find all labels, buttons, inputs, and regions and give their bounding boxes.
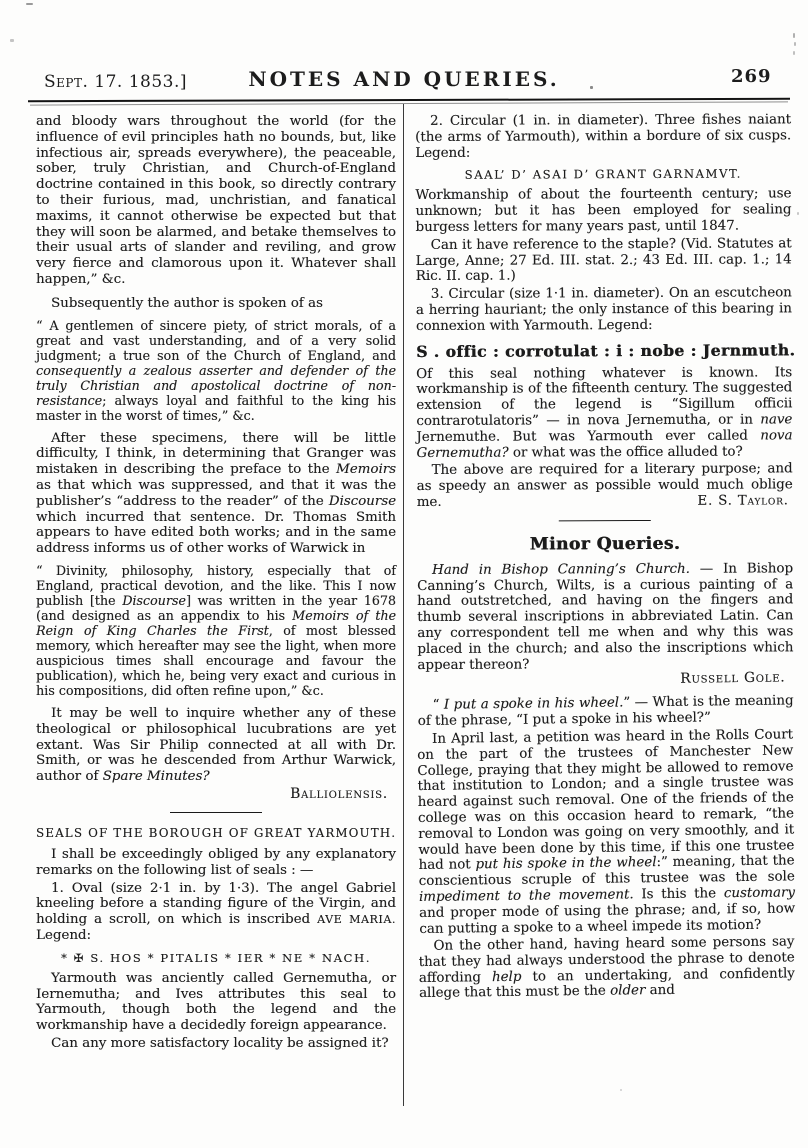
paragraph (416, 286, 792, 335)
scan-artifact (620, 1089, 622, 1091)
italic-text-segment: Memoirs of the Reign of King Charles the First (36, 607, 397, 638)
section-divider-rule (559, 520, 651, 521)
text-segment: Can it have reference to the staple? (Vid. Statutes at Large, Anne; 27 Ed. III. stat. 2.; 43 Ed. III. cap. 1.; 14 Ric. II. cap. 1.) (415, 236, 792, 285)
text-segment: to an undertaking, and confidently allege that this must be the (418, 966, 795, 1002)
italic-text-segment: Spare Minutes? (102, 769, 210, 785)
scan-artifact (10, 39, 14, 42)
text-segment: SAAL’ D’ ASAI D’ GRANT GARNAMVT. (464, 166, 742, 183)
text-segment: ; always loyal and faithful to the king his master in the worst of times,” &c. (36, 392, 396, 423)
paragraph (417, 561, 793, 673)
text-segment: Russell Gole. (680, 669, 786, 688)
text-segment: The above are required for a literary purpose; and as speedy an answer as possible would much oblige me. (416, 461, 793, 510)
italic-text-segment: consequently a zealous asserter and defender of the truly Christian and apostolical doctrine of non-resistance (36, 362, 396, 408)
text-segment: Of this seal nothing whatever is known. Its workmanship is of the fifteenth century. The suggested extension of the legend is “Sigillum officii contrarotulatoris” — in nova Jernemutha, or in (416, 364, 793, 429)
text-segment: and proper mode of using the phrase; and, if so, how can putting a spoke to a wheel impede its motion? (419, 901, 796, 937)
text-segment: Yarmouth was anciently called Gernemutha, or Iernemutha; and Ives attributes this seal to Yarmouth, though both the legend and the workmanship have a decidedly foreign appearance. (36, 970, 396, 1034)
italic-text-segment: I put a spoke in his wheel. (443, 695, 624, 713)
scan-artifact (797, 212, 799, 215)
text-segment: S . offic : corrotulat : i : nobe : Jernmuth. (416, 339, 796, 361)
paragraph (416, 365, 792, 461)
left-column (36, 112, 396, 1052)
text-segment: It may be well to inquire whether any of these theological or philosophical lucubrations are yet extant. Was Sir Philip connected at all with Dr. Smith, or was he descended from Arthur Warwick, author of (36, 705, 396, 785)
italic-text-segment: Hand in Bishop Canning’s Church. (431, 561, 690, 578)
text-segment: and bloody wars throughout the world (for the influence of evil principles hath no bounds, but, like infectious air, spreads everywhere), the peaceable, sober, truly Christian, and Church-of-England doctrine contained in this book, so directly contrary to their furious, mad, unchristian, and fanatical maxims, it cannot otherwise be expected but that they will soon be alarmed, and betake themselves to their usual arts of slander and reviling, and grow very fierce and clamorous upon it. Whatever shall happen,” &c. (36, 114, 396, 287)
paragraph (416, 236, 792, 285)
scan-artifact (26, 3, 33, 5)
italic-text-segment: nova Gernemutha? (416, 428, 793, 461)
text-segment: 1. Oval (size 2·1 in. by 1·3). The angel Gabriel kneeling before a standing figure of the Virgin, and holding a scroll, on which is inscribed (36, 880, 396, 928)
text-segment: After these specimens, there will be little difficulty, I think, in determining that Granger was mistaken in describing the preface to the (36, 430, 396, 478)
paragraph (36, 971, 396, 1034)
paragraph (417, 694, 793, 730)
text-segment: as that which was suppressed, and that it was the publisher’s “address to the reader” of the (36, 477, 396, 509)
signature: E. S. Taylor. (697, 493, 789, 509)
section-heading (36, 826, 396, 840)
paragraph (417, 727, 795, 937)
text-segment: , of most blessed memory, which hereafter may see the light, when more auspicious times shall encourage and favour the publication), which he, being very exact and curious in his compositions, did often refine upon,” &c. (36, 622, 396, 698)
text-segment: 3. Circular (size 1·1 in. diameter). On an escutcheon a herring hauriant; the only instance of this bearing in connexion with Yarmouth. Legend: (415, 285, 792, 334)
journal-title: NOTES AND QUERIES. (248, 67, 560, 91)
italic-text-segment: Discourse (122, 592, 186, 608)
text-segment: Jernemuthe. But was Yarmouth ever called (416, 428, 761, 445)
scan-artifact (793, 33, 795, 38)
text-segment: Balliolensis. (290, 785, 388, 802)
paragraph (36, 296, 396, 312)
text-segment: * ✠ S. HOS * PITALIS * IER * NE * NACH. (60, 950, 372, 965)
text-segment: Can any more satisfactory locality be assigned it? (51, 1035, 389, 1051)
paragraph (36, 114, 396, 288)
italic-text-segment: put his spoke in the wheel (475, 855, 657, 873)
text-segment: Workmanship of about the fourteenth century; use unknown; but it has been employed for sealing burgess letters for many years past, until 1847. (415, 186, 792, 235)
text-segment: 2. Circular (1 in. in diameter). Three fishes naiant (the arms of Yarmouth), within a bordure of six cusps. Legend: (415, 112, 792, 161)
paragraph (417, 462, 793, 511)
scan-artifact (793, 51, 795, 55)
text-segment: “ (432, 697, 444, 714)
seal-legend (415, 167, 791, 183)
right-column (415, 110, 795, 1002)
italic-text-segment: Discourse (328, 493, 396, 509)
column-divider-rule (403, 104, 404, 1106)
block-quote (36, 563, 396, 698)
small-caps-text-segment: AVE MARIA. (317, 913, 396, 927)
text-segment: In April last, a petition was heard in the Rolls Court on the part of the trustees of Manchester New College, praying that they might be allowed to remove that institution to London; and a single trustee was heard against such removal. One of the friends of the college was on this occasion heard to remark, “the removal to London was going on very smoothly, and it would have been done by this time, if this one trustee had not (417, 727, 795, 874)
header-date: Sept. 17. 1853.] (44, 72, 188, 92)
seal-legend-blackletter (416, 339, 796, 361)
paragraph (36, 431, 396, 557)
italic-text-segment: impediment to the movement. (418, 887, 634, 905)
paragraph (36, 706, 396, 785)
header-rule-echo (30, 101, 788, 105)
text-segment: ” — What is the meaning of the phrase, “I put a spoke in his wheel?” (417, 693, 794, 730)
section-divider-rule (170, 812, 262, 813)
text-segment: “ Divinity, philosophy, history, especially that of England, practical devotion, and the like. This I now publish [the (36, 562, 396, 608)
text-segment: I shall be exceedingly obliged by any explanatory remarks on the following list of seals : — (36, 846, 396, 878)
italic-text-segment: help (491, 969, 522, 985)
text-segment: ] was written in the year 1678 (and designed as an appendix to his (36, 592, 396, 623)
paragraph (36, 847, 396, 879)
paragraph (418, 935, 795, 1003)
text-segment: — In Bishop Canning’s Church, Wilts, is a curious painting of a hand outstretched, and having on the fingers and thumb several inscriptions in abbreviated Latin. Can any correspondent tell me when and why this was placed in the church; and also the inscriptions which appear thereon? (417, 561, 794, 673)
text-segment: Minor Queries. (529, 533, 681, 555)
text-segment: Subsequently the author is spoken of as (51, 295, 323, 311)
text-segment: On the other hand, having heard some persons say that they had always understood the phrase to denote affording (418, 934, 795, 986)
italic-text-segment: customary (723, 885, 795, 902)
text-segment: :” meaning, that the conscientious scruple of this trustee was the sole (418, 853, 795, 890)
paragraph (415, 112, 791, 161)
paragraph (415, 187, 791, 236)
block-quote (36, 318, 396, 423)
italic-text-segment: older (609, 983, 646, 1000)
section-heading-blackletter (417, 533, 793, 555)
italic-text-segment: Memoirs (336, 462, 396, 478)
text-segment: Legend: (36, 927, 92, 943)
paragraph (36, 1036, 396, 1052)
text-segment: “ A gentlemen of sincere piety, of strict morals, of a great and vast understanding, and of a very solid judgment; a true son of the Church of England, and (36, 317, 396, 363)
paragraph (36, 881, 396, 944)
signature (417, 670, 793, 691)
scan-artifact (590, 86, 593, 89)
seal-legend (36, 951, 396, 965)
page-number: 269 (731, 66, 772, 87)
text-segment: or what was the office alluded to? (508, 444, 743, 461)
text-segment: SEALS OF THE BOROUGH OF GREAT YARMOUTH. (36, 825, 397, 840)
text-segment: and (645, 983, 675, 999)
text-segment: Is this the (633, 886, 724, 903)
italic-text-segment: nave (760, 412, 793, 428)
text-segment: which incurred that sentence. Dr. Thomas Smith appears to have edited both works; and in the same address informs us of other works of Warwick in (36, 509, 396, 557)
signature (36, 786, 396, 802)
scan-artifact (794, 42, 796, 46)
